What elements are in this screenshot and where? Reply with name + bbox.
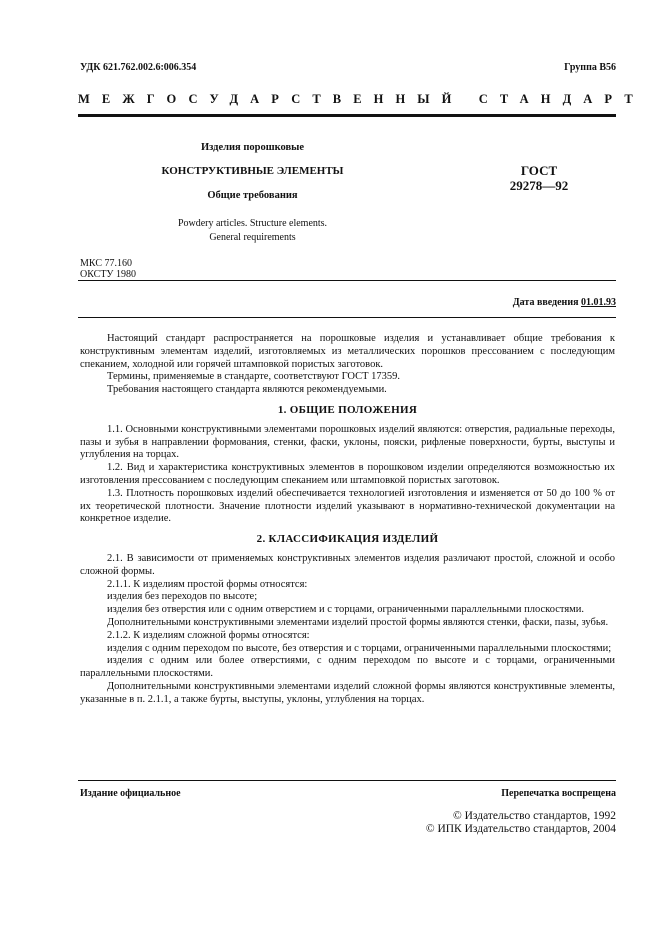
english-title-line2: General requirements <box>209 232 296 243</box>
complex-form-item-b: изделия с одним или более отверстиями, с одним переходом по высоте и с торцами, ограниченными параллельными плоскостями. <box>80 655 615 680</box>
okstu-code: ОКСТУ 1980 <box>80 269 137 280</box>
group-code: Группа В56 <box>564 62 616 73</box>
clause-2-1-1: 2.1.1. К изделиям простой формы относятся: <box>107 578 308 590</box>
simple-form-extra: Дополнительными конструктивными элементами изделий простой формы являются стенки, фаски, пазы, зубья. <box>107 616 609 628</box>
copyright-line-1: © Издательство стандартов, 1992 <box>452 810 616 822</box>
gost-number: 29278—92 <box>509 178 569 193</box>
complex-form-item-a: изделия с одним переходом по высоте, без отверстия и с торцами, ограниченными параллельными плоскостями; <box>107 642 612 654</box>
mks-code: МКС 77.160 <box>80 258 132 269</box>
simple-form-item-a: изделия без переходов по высоте; <box>107 591 258 603</box>
intro-paragraph-1: Настоящий стандарт распространяется на порошковые изделия и устанавливает общие требования к конструктивным элементам изделий, изготовляемых из металлических порошков прессованием с последующим спеканием, холодной или горячей штамповкой пористых заготовок. <box>80 333 615 370</box>
introduction-date-value: 01.01.93 <box>581 297 616 308</box>
clause-1-3: 1.3. Плотность порошковых изделий обеспечивается технологией изготовления и изменяется от 50 до 100 % от их теоретической плотности. Значение плотности изделий указывают в нормативно-технической документации на конкретное изделие. <box>80 487 615 525</box>
interstate-standard-banner: МЕЖГОСУДАРСТВЕННЫЙ СТАНДАРТ <box>78 92 645 106</box>
gost-designation <box>493 163 585 193</box>
document-body <box>80 333 615 707</box>
section-2-heading: 2. КЛАССИФИКАЦИЯ ИЗДЕЛИЙ <box>256 533 439 546</box>
english-title <box>130 217 375 245</box>
copyright-line-2: © ИПК Издательство стандартов, 2004 <box>425 822 616 835</box>
clause-1-2: 1.2. Вид и характеристика конструктивных элементов в порошковом изделии определяются возможностью их изготовления прессованием с последующим спеканием или штамповкой пористых заготовок. <box>80 462 615 486</box>
footer-rule <box>78 780 616 781</box>
udk-code: УДК 621.762.002.6:006.354 <box>80 62 197 73</box>
title-block <box>130 142 375 245</box>
date-rule <box>78 317 616 318</box>
classification-codes <box>80 258 136 280</box>
clause-2-1-2: 2.1.2. К изделиям сложной формы относятся: <box>107 629 310 641</box>
copyright-block <box>426 810 616 835</box>
subject-title: Изделия порошковые <box>200 142 305 153</box>
intro-paragraph-3: Требования настоящего стандарта являются рекомендуемыми. <box>107 384 387 396</box>
header-rule <box>78 114 616 117</box>
clause-2-1: 2.1. В зависимости от применяемых конструктивных элементов изделия различают простой, сложной и особо сложной формы. <box>80 552 615 577</box>
reprint-forbidden-note: Перепечатка воспрещена <box>501 788 616 799</box>
gost-label: ГОСТ <box>520 163 558 178</box>
english-title-line1: Powdery articles. Structure elements. <box>177 218 328 229</box>
introduction-date <box>513 297 616 308</box>
requirements-title: Общие требования <box>207 190 298 201</box>
intro-paragraph-2: Термины, применяемые в стандарте, соответствуют ГОСТ 17359. <box>107 371 401 383</box>
section-1-heading: 1. ОБЩИЕ ПОЛОЖЕНИЯ <box>277 403 418 416</box>
complex-form-extra: Дополнительными конструктивными элементами изделий сложной формы являются конструктивные элементы, указанные в п. 2.1.1, а также бурты, выступы, уклоны, углубления на торцах. <box>80 680 615 705</box>
clause-1-1: 1.1. Основными конструктивными элементами порошковых изделий являются: отверстия, радиальные переходы, пазы и зубья в направлении формования, стенки, фаски, уклоны, пояски, рифленые поверхности, бурты, выступы и углубления на торцах. <box>80 423 615 461</box>
main-title: КОНСТРУКТИВНЫЕ ЭЛЕМЕНТЫ <box>161 165 344 177</box>
official-edition-note: Издание официальное <box>80 788 181 799</box>
introduction-date-label: Дата введения <box>512 297 579 308</box>
codes-rule <box>78 280 616 281</box>
simple-form-item-b: изделия без отверстия или с одним отверстием и с торцами, ограниченными параллельными плоскостями. <box>107 604 585 616</box>
